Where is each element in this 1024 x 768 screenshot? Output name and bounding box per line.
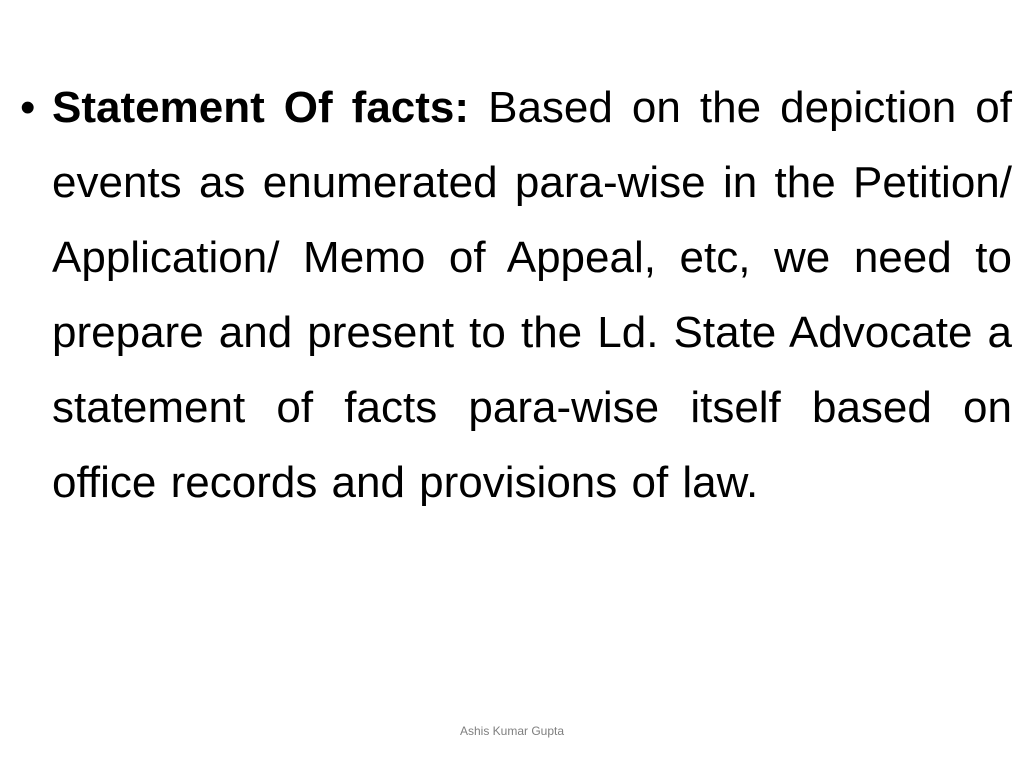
footer-author: Ashis Kumar Gupta <box>459 724 565 738</box>
bullet-body-text: Based on the depiction of events as enumerated para-wise in the Petition/ Application/ Memo of Appeal, etc, we need to prepare and present to the Ld. State Advocate a statement of facts para-wise itself based on office records and provisions of law. <box>52 83 1012 507</box>
bullet-marker: • <box>20 83 36 132</box>
bullet-list <box>20 70 1012 520</box>
bullet-item <box>20 70 1012 520</box>
bullet-lead-heading: Statement Of facts: <box>52 83 470 132</box>
bullet-text <box>52 70 1012 520</box>
